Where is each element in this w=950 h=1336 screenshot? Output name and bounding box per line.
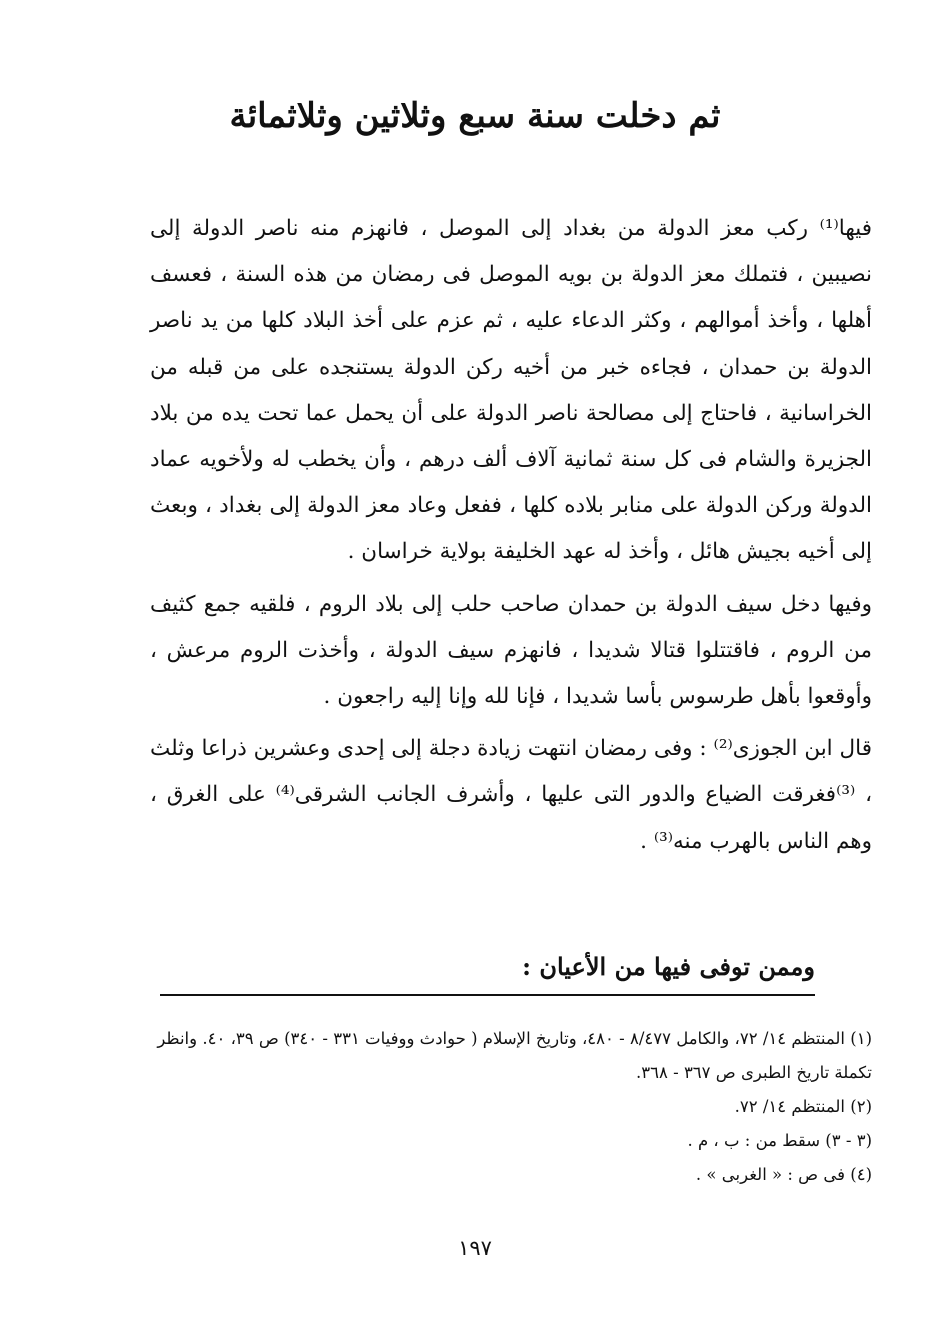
footnotes [150,1022,872,1192]
page-number: ١٩٧ [458,1236,492,1260]
footnote-divider [160,994,815,996]
section-heading: وممن توفى فيها من الأعيان : [522,952,815,981]
paragraph-2: وفيها دخل سيف الدولة بن حمدان صاحب حلب إلى بلاد الروم ، فلقيه جمع كثيف من الروم ، فاقتتلوا قتالا شديدا ، فانهزم سيف الدولة ، وأخذت الروم مرعش ، وأوقعوا بأهل طرسوس بأسا شديدا ، فإنا لله وإنا إليه راجعون . [150,591,872,710]
paragraph-1: فيها⁽¹⁾ ركب معز الدولة من بغداد إلى الموصل ، فانهزم منه ناصر الدولة إلى نصيبين ، فتملك معز الدولة بن بويه الموصل فى رمضان من هذه السنة ، فعسف أهلها ، وأخذ أموالهم ، وكثر الدعاء عليه ، ثم عزم على أخذ البلاد كلها من يد ناصر الدولة بن حمدان ، فجاءه خبر من أخيه ركن الدولة يستنجده على من قبله من الخراسانية ، فاحتاج إلى مصالحة ناصر الدولة على أن يحمل عما تحت يده من بلاد الجزيرة والشام فى كل سنة ثمانية آلاف ألف درهم ، وأن يخطب له ولأخويه عماد الدولة وركن الدولة على منابر بلاده كلها ، ففعل وعاد معز الدولة إلى بغداد ، وبعث إلى أخيه بجيش هائل ، وأخذ له عهد الخليفة بولاية خراسان . [150,216,872,565]
chapter-title: ثم دخلت سنة سبع وثلاثين وثلاثمائة [229,96,721,136]
footnote-3: (٣ - ٣) سقط من : ب ، م . [687,1131,872,1150]
paragraph-3: قال ابن الجوزى⁽²⁾ : وفى رمضان انتهت زيادة دجلة إلى إحدى وعشرين ذراعا وثلث ، ⁽³⁾فغرقت الضياع والدور التى عليها ، وأشرف الجانب الشرقى⁽⁴⁾ على الغرق ، وهم الناس بالهرب منه⁽³⁾ . [150,736,873,854]
footnote-1: (١) المنتظم ١٤/ ٧٢، والكامل ٨/٤٧٧ - ٤٨٠، وتاريخ الإسلام ( حوادث ووفيات ٣٣١ - ٣٤٠) ص ٣٩، ٤٠. وانظر تكملة تاريخ الطبرى ص ٣٦٧ - ٣٦٨. [157,1029,872,1082]
main-text [150,206,872,871]
footnote-2: (٢) المنتظم ١٤/ ٧٢. [734,1097,872,1116]
footnote-4: (٤) فى ص : « الغربى » . [695,1165,872,1184]
